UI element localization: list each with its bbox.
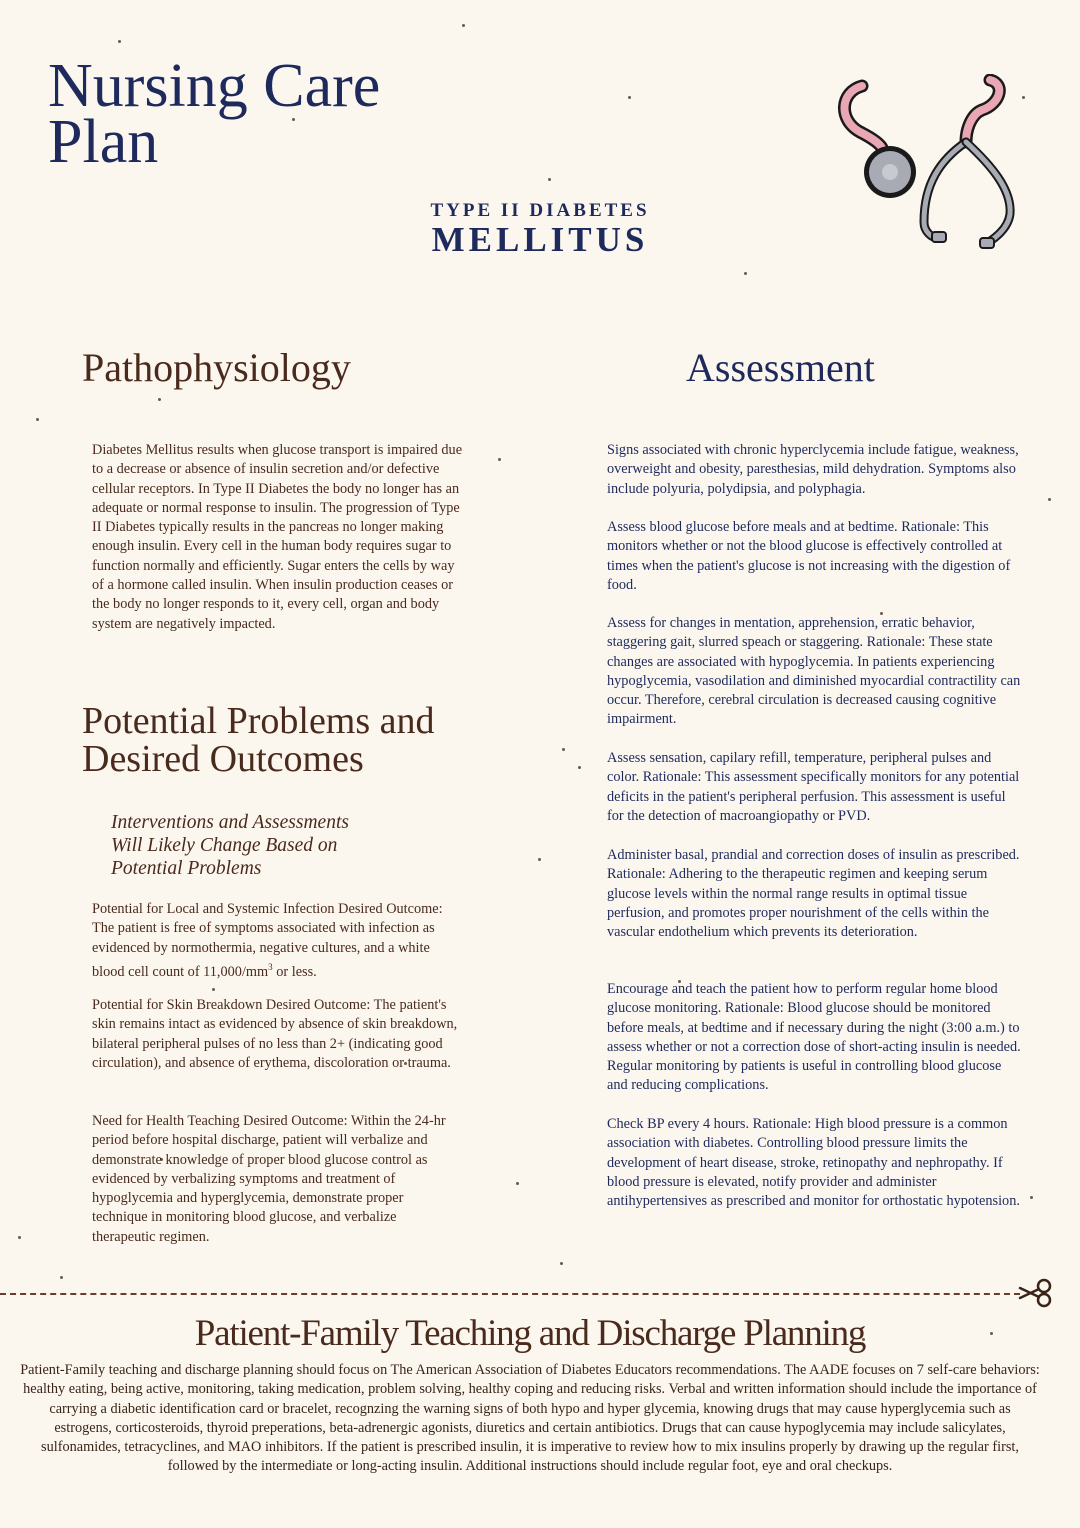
problems-heading-line-1: Potential Problems and [82, 700, 435, 742]
problems-note-line-1: Interventions and Assessments [111, 812, 349, 833]
assessment-item: Administer basal, prandial and correction doses of insulin as prescribed. Rationale: Adhering to the therapeutic regimen and keeping serum glucose levels within the normal range results in optimal tissue perfusion, and promotes proper nourishment of the cells within the vascular endothelium which prevents its deterioration. [607, 847, 1020, 941]
pathophysiology-heading: Pathophysiology [82, 345, 351, 390]
assessment-item: Encourage and teach the patient how to perform regular home blood glucose monitoring. Rationale: Blood glucose should be monitored before meals, at bedtime and if necessary during the night (3:00 a.m.) to assess whether or not a correction dose of short-acting insulin is needed. Regular monitoring by patients is useful in controlling blood glucose and reducing complications. [607, 981, 1021, 1094]
superscript: 3 [268, 961, 273, 972]
stethoscope-icon [832, 74, 1028, 254]
teaching-text: Patient-Family teaching and discharge planning should focus on The American Association of Diabetes Educators recommendations. The AADE focuses on 7 self-care behaviors: healthy eating, being active, monitoring, taking medication, problem solving, healthy coping and reducing risks. Verbal and written information should include the importance of carrying a diabetic identification card or bracelet, recognzing the warning signs of both hypo and hyper glycemia, knowing drugs that may cause hyperglycemia such as estrogens, corticosteroids, thyroid preperations, beta-adrenergic agonists, diuretics and certain antibiotics. Drugs that can cause hypoglycemia may include salicylates, sulfonamides, tetracyclines, and MAO inhibitors. If the patient is prescribed insulin, it is imperative to review how to mix insulins properly by drawing up the regular first, followed by the intermediate or long-acting insulin. Additional instructions should include regular foot, eye and oral checkups. [20, 1362, 1040, 1475]
assessment-heading: Assessment [686, 345, 875, 390]
page-title [48, 52, 508, 176]
assessment-item: Check BP every 4 hours. Rationale: High blood pressure is a common association with diabetes. Controlling blood pressure limits the development of heart disease, stroke, retinopathy and nephropathy. If blood pressure is elevated, notify provider and administer antihypertensives as prescribed and monitor for orthostatic hypotension. [607, 1116, 1020, 1210]
problems-heading-line-2: Desired Outcomes [82, 738, 364, 780]
title-line-1: Nursing Care [48, 52, 381, 120]
cut-line-divider [0, 1293, 1020, 1295]
subtitle-line-1: TYPE II DIABETES [430, 200, 650, 221]
outcome-infection [92, 900, 460, 982]
outcome-infection-text-end: or less. [272, 963, 317, 980]
outcome-teaching: Need for Health Teaching Desired Outcome: Within the 24-hr period before hospital discharge, patient will verbalize and demonstrate knowledge of proper blood glucose control as evidenced by verbalizing symptoms and treatment of hypoglycemia and hyperglycemia, demonstrate proper technique in monitoring blood glucose, and verbalize therapeutic regimen. [92, 1113, 446, 1245]
outcome-skin: Potential for Skin Breakdown Desired Outcome: The patient's skin remains intact as evidenced by absence of skin breakdown, bilateral peripheral pulses of no less than 2+ (indicating good circulation), and absence of erythema, discoloration or trauma. [92, 997, 458, 1071]
assessment-item: Signs associated with chronic hyperclycemia include fatigue, weakness, overweight and obesity, paresthesias, mild dehydration. Symptoms also include polyuria, polydipsia, and polyphagia. [607, 442, 1019, 497]
problems-note-line-3: Potential Problems [111, 858, 262, 879]
assessment-item: Assess for changes in mentation, apprehension, erratic behavior, staggering gait, slurred speach or staggering. Rationale: These state changes are associated with hypoglycemia. In patients experiencing hypoglycemia, vasodilation and diminished myocardial contractility can occur. Therefore, cerebral circulation is decreased causing cognitive impairment. [607, 615, 1021, 728]
subtitle-line-2: MELLITUS [431, 220, 649, 259]
assessment-item: Assess blood glucose before meals and at bedtime. Rationale: This monitors whether or not the blood glucose is effectively controlled at times when the patient's glucose is not increasing with the digestion of food. [607, 519, 1011, 593]
problems-note [111, 811, 381, 880]
teaching-heading: Patient-Family Teaching and Discharge Planning [194, 1313, 866, 1354]
outcome-infection-text: Potential for Local and Systemic Infection Desired Outcome: The patient is free of symptoms associated with infection as evidenced by normothermia, negative cultures, and a white blood cell count of 11,000/mm [92, 901, 443, 980]
title-line-2: Plan [48, 108, 159, 176]
problems-heading [82, 702, 522, 778]
problems-note-line-2: Will Likely Change Based on [111, 835, 338, 856]
assessment-item: Assess sensation, capilary refill, temperature, peripheral pulses and color. Rationale: This assessment specifically monitors for any potential deficits in the patient's peripheral perfusion. This assessment is useful for the detection of macroangiopathy or PVD. [607, 750, 1020, 824]
scissors-icon [1016, 1278, 1056, 1308]
condition-subtitle [420, 200, 660, 258]
pathophysiology-text: Diabetes Mellitus results when glucose transport is impaired due to a decrease or absence of insulin secretion and/or defective cellular receptors. In Type II Diabetes the body no longer has an adequate or normal response to insulin. The progression of Type II Diabetes typically results in the pancreas no longer making enough insulin. Every cell in the human body requires sugar to function normally and efficiently. Sugar enters the cells by way of a hormone called insulin. When insulin production ceases or the body no longer responds to it, every cell, organ and body system are negatively impacted. [92, 442, 463, 632]
